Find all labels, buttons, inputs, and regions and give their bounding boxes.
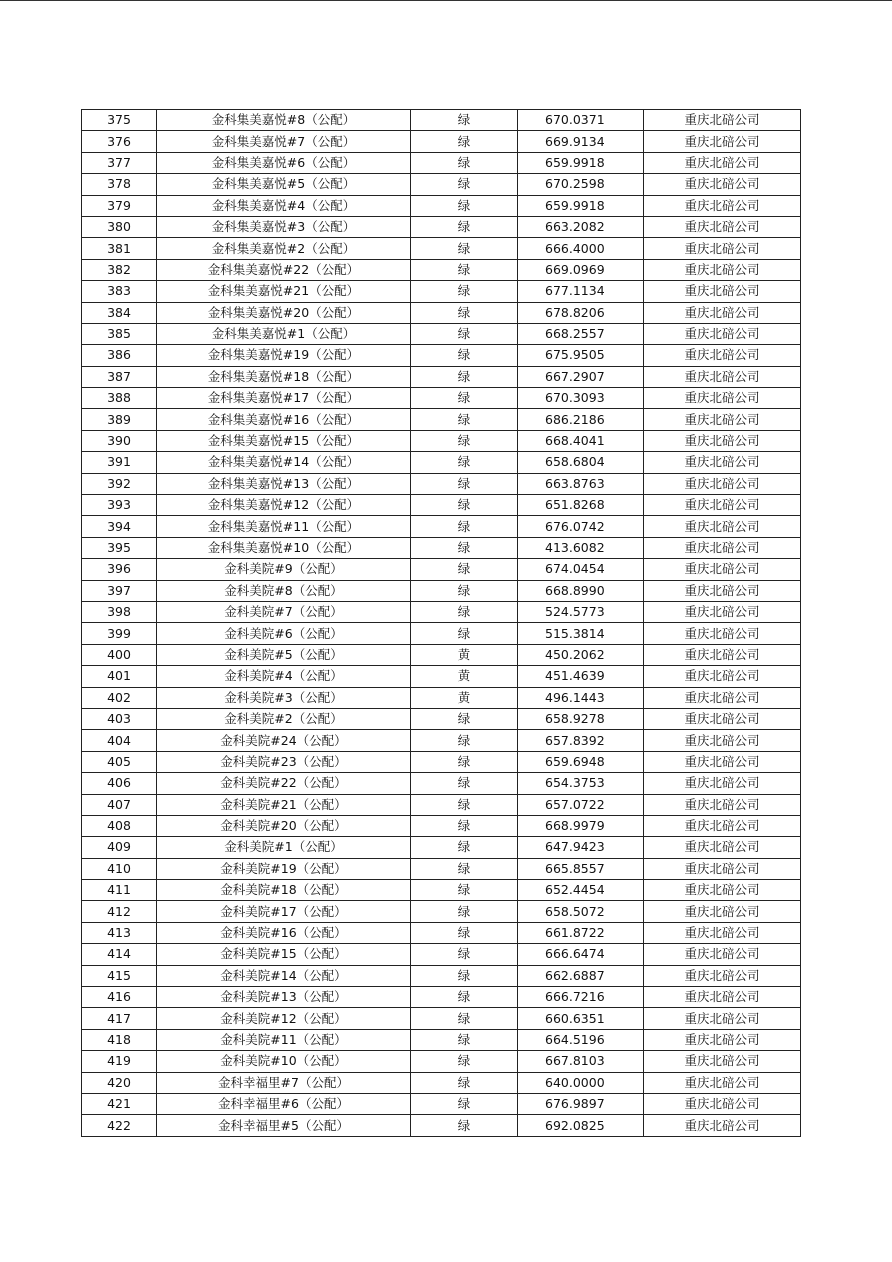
value-cell: 664.5196 <box>518 1029 644 1050</box>
table-row <box>82 495 801 516</box>
value-cell: 667.8103 <box>518 1051 644 1072</box>
station-name-cell: 金科美院#4（公配） <box>157 666 411 687</box>
value-cell: 670.0371 <box>518 110 644 131</box>
table-row <box>82 152 801 173</box>
value-cell: 668.2557 <box>518 323 644 344</box>
row-number-cell: 382 <box>82 259 157 280</box>
station-name-cell: 金科美院#16（公配） <box>157 922 411 943</box>
row-number-cell: 386 <box>82 345 157 366</box>
station-name-cell: 金科美院#9（公配） <box>157 559 411 580</box>
station-name-cell: 金科集美嘉悦#20（公配） <box>157 302 411 323</box>
status-color-cell: 绿 <box>411 773 518 794</box>
company-cell: 重庆北碚公司 <box>644 302 801 323</box>
station-name-cell: 金科美院#14（公配） <box>157 965 411 986</box>
row-number-cell: 417 <box>82 1008 157 1029</box>
status-color-cell: 绿 <box>411 623 518 644</box>
table-row <box>82 1093 801 1114</box>
table-row <box>82 195 801 216</box>
row-number-cell: 412 <box>82 901 157 922</box>
company-cell: 重庆北碚公司 <box>644 1093 801 1114</box>
company-cell: 重庆北碚公司 <box>644 666 801 687</box>
row-number-cell: 399 <box>82 623 157 644</box>
value-cell: 666.7216 <box>518 987 644 1008</box>
table-body <box>82 110 801 1137</box>
table-row <box>82 1115 801 1136</box>
value-cell: 676.0742 <box>518 516 644 537</box>
value-cell: 677.1134 <box>518 281 644 302</box>
value-cell: 657.8392 <box>518 730 644 751</box>
value-cell: 658.5072 <box>518 901 644 922</box>
status-color-cell: 绿 <box>411 366 518 387</box>
table-row <box>82 987 801 1008</box>
station-name-cell: 金科集美嘉悦#6（公配） <box>157 152 411 173</box>
company-cell: 重庆北碚公司 <box>644 751 801 772</box>
company-cell: 重庆北碚公司 <box>644 516 801 537</box>
value-cell: 675.9505 <box>518 345 644 366</box>
row-number-cell: 383 <box>82 281 157 302</box>
company-cell: 重庆北碚公司 <box>644 1115 801 1136</box>
station-name-cell: 金科集美嘉悦#16（公配） <box>157 409 411 430</box>
company-cell: 重庆北碚公司 <box>644 110 801 131</box>
value-cell: 658.6804 <box>518 452 644 473</box>
table-row <box>82 1051 801 1072</box>
table-row <box>82 944 801 965</box>
table-row <box>82 259 801 280</box>
value-cell: 692.0825 <box>518 1115 644 1136</box>
value-cell: 669.9134 <box>518 131 644 152</box>
status-color-cell: 绿 <box>411 516 518 537</box>
row-number-cell: 380 <box>82 216 157 237</box>
company-cell: 重庆北碚公司 <box>644 259 801 280</box>
status-color-cell: 绿 <box>411 238 518 259</box>
status-color-cell: 绿 <box>411 110 518 131</box>
company-cell: 重庆北碚公司 <box>644 238 801 259</box>
status-color-cell: 绿 <box>411 815 518 836</box>
company-cell: 重庆北碚公司 <box>644 495 801 516</box>
table-row <box>82 238 801 259</box>
company-cell: 重庆北碚公司 <box>644 644 801 665</box>
value-cell: 668.9979 <box>518 815 644 836</box>
table-row <box>82 965 801 986</box>
company-cell: 重庆北碚公司 <box>644 880 801 901</box>
status-color-cell: 绿 <box>411 1093 518 1114</box>
company-cell: 重庆北碚公司 <box>644 473 801 494</box>
status-color-cell: 绿 <box>411 580 518 601</box>
company-cell: 重庆北碚公司 <box>644 901 801 922</box>
station-name-cell: 金科美院#18（公配） <box>157 880 411 901</box>
company-cell: 重庆北碚公司 <box>644 323 801 344</box>
station-name-cell: 金科美院#13（公配） <box>157 987 411 1008</box>
status-color-cell: 绿 <box>411 281 518 302</box>
table-row <box>82 901 801 922</box>
station-name-cell: 金科集美嘉悦#11（公配） <box>157 516 411 537</box>
table-row <box>82 131 801 152</box>
station-name-cell: 金科集美嘉悦#5（公配） <box>157 174 411 195</box>
status-color-cell: 绿 <box>411 922 518 943</box>
station-name-cell: 金科美院#23（公配） <box>157 751 411 772</box>
station-name-cell: 金科美院#24（公配） <box>157 730 411 751</box>
status-color-cell: 绿 <box>411 1029 518 1050</box>
company-cell: 重庆北碚公司 <box>644 1072 801 1093</box>
row-number-cell: 413 <box>82 922 157 943</box>
value-cell: 660.6351 <box>518 1008 644 1029</box>
station-name-cell: 金科美院#10（公配） <box>157 1051 411 1072</box>
value-cell: 451.4639 <box>518 666 644 687</box>
table-row <box>82 837 801 858</box>
value-cell: 678.8206 <box>518 302 644 323</box>
table-row <box>82 430 801 451</box>
station-name-cell: 金科美院#20（公配） <box>157 815 411 836</box>
station-name-cell: 金科幸福里#7（公配） <box>157 1072 411 1093</box>
status-color-cell: 绿 <box>411 174 518 195</box>
status-color-cell: 绿 <box>411 409 518 430</box>
value-cell: 661.8722 <box>518 922 644 943</box>
status-color-cell: 绿 <box>411 430 518 451</box>
row-number-cell: 420 <box>82 1072 157 1093</box>
row-number-cell: 397 <box>82 580 157 601</box>
row-number-cell: 403 <box>82 708 157 729</box>
value-cell: 663.8763 <box>518 473 644 494</box>
status-color-cell: 绿 <box>411 1051 518 1072</box>
row-number-cell: 375 <box>82 110 157 131</box>
value-cell: 652.4454 <box>518 880 644 901</box>
status-color-cell: 绿 <box>411 452 518 473</box>
station-name-cell: 金科美院#12（公配） <box>157 1008 411 1029</box>
status-color-cell: 绿 <box>411 858 518 879</box>
station-name-cell: 金科集美嘉悦#2（公配） <box>157 238 411 259</box>
company-cell: 重庆北碚公司 <box>644 944 801 965</box>
table-row <box>82 302 801 323</box>
row-number-cell: 414 <box>82 944 157 965</box>
company-cell: 重庆北碚公司 <box>644 281 801 302</box>
row-number-cell: 401 <box>82 666 157 687</box>
company-cell: 重庆北碚公司 <box>644 345 801 366</box>
table-row <box>82 730 801 751</box>
status-color-cell: 绿 <box>411 495 518 516</box>
table-row <box>82 409 801 430</box>
company-cell: 重庆北碚公司 <box>644 837 801 858</box>
value-cell: 670.3093 <box>518 388 644 409</box>
company-cell: 重庆北碚公司 <box>644 922 801 943</box>
status-color-cell: 绿 <box>411 1072 518 1093</box>
value-cell: 686.2186 <box>518 409 644 430</box>
row-number-cell: 396 <box>82 559 157 580</box>
row-number-cell: 381 <box>82 238 157 259</box>
station-name-cell: 金科集美嘉悦#1（公配） <box>157 323 411 344</box>
table-row <box>82 537 801 558</box>
value-cell: 659.6948 <box>518 751 644 772</box>
table-row <box>82 815 801 836</box>
value-cell: 450.2062 <box>518 644 644 665</box>
station-name-cell: 金科美院#3（公配） <box>157 687 411 708</box>
company-cell: 重庆北碚公司 <box>644 965 801 986</box>
company-cell: 重庆北碚公司 <box>644 1008 801 1029</box>
value-cell: 640.0000 <box>518 1072 644 1093</box>
company-cell: 重庆北碚公司 <box>644 1029 801 1050</box>
row-number-cell: 395 <box>82 537 157 558</box>
status-color-cell: 绿 <box>411 388 518 409</box>
value-cell: 651.8268 <box>518 495 644 516</box>
company-cell: 重庆北碚公司 <box>644 537 801 558</box>
company-cell: 重庆北碚公司 <box>644 195 801 216</box>
row-number-cell: 411 <box>82 880 157 901</box>
table-row <box>82 473 801 494</box>
station-name-cell: 金科美院#6（公配） <box>157 623 411 644</box>
table-row <box>82 687 801 708</box>
status-color-cell: 绿 <box>411 345 518 366</box>
station-name-cell: 金科集美嘉悦#7（公配） <box>157 131 411 152</box>
row-number-cell: 385 <box>82 323 157 344</box>
station-name-cell: 金科美院#17（公配） <box>157 901 411 922</box>
value-cell: 647.9423 <box>518 837 644 858</box>
table-row <box>82 323 801 344</box>
status-color-cell: 绿 <box>411 837 518 858</box>
table-row <box>82 1008 801 1029</box>
status-color-cell: 黄 <box>411 666 518 687</box>
company-cell: 重庆北碚公司 <box>644 858 801 879</box>
table-row <box>82 174 801 195</box>
value-cell: 654.3753 <box>518 773 644 794</box>
table-row <box>82 281 801 302</box>
status-color-cell: 绿 <box>411 473 518 494</box>
status-color-cell: 绿 <box>411 944 518 965</box>
value-cell: 670.2598 <box>518 174 644 195</box>
company-cell: 重庆北碚公司 <box>644 174 801 195</box>
status-color-cell: 绿 <box>411 152 518 173</box>
row-number-cell: 418 <box>82 1029 157 1050</box>
company-cell: 重庆北碚公司 <box>644 430 801 451</box>
status-color-cell: 绿 <box>411 323 518 344</box>
table-row <box>82 751 801 772</box>
row-number-cell: 405 <box>82 751 157 772</box>
station-name-cell: 金科集美嘉悦#4（公配） <box>157 195 411 216</box>
row-number-cell: 406 <box>82 773 157 794</box>
row-number-cell: 402 <box>82 687 157 708</box>
row-number-cell: 407 <box>82 794 157 815</box>
row-number-cell: 384 <box>82 302 157 323</box>
status-color-cell: 绿 <box>411 880 518 901</box>
row-number-cell: 422 <box>82 1115 157 1136</box>
company-cell: 重庆北碚公司 <box>644 601 801 622</box>
station-name-cell: 金科集美嘉悦#18（公配） <box>157 366 411 387</box>
status-color-cell: 绿 <box>411 1115 518 1136</box>
status-color-cell: 绿 <box>411 195 518 216</box>
status-color-cell: 绿 <box>411 216 518 237</box>
row-number-cell: 379 <box>82 195 157 216</box>
company-cell: 重庆北碚公司 <box>644 773 801 794</box>
station-name-cell: 金科幸福里#5（公配） <box>157 1115 411 1136</box>
value-cell: 659.9918 <box>518 195 644 216</box>
table-row <box>82 666 801 687</box>
value-cell: 524.5773 <box>518 601 644 622</box>
company-cell: 重庆北碚公司 <box>644 388 801 409</box>
value-cell: 657.0722 <box>518 794 644 815</box>
row-number-cell: 393 <box>82 495 157 516</box>
company-cell: 重庆北碚公司 <box>644 559 801 580</box>
status-color-cell: 绿 <box>411 559 518 580</box>
status-color-cell: 绿 <box>411 965 518 986</box>
table-row <box>82 516 801 537</box>
row-number-cell: 398 <box>82 601 157 622</box>
station-name-cell: 金科集美嘉悦#21（公配） <box>157 281 411 302</box>
status-color-cell: 绿 <box>411 302 518 323</box>
row-number-cell: 378 <box>82 174 157 195</box>
table-row <box>82 110 801 131</box>
table-row <box>82 580 801 601</box>
data-table <box>81 109 801 1137</box>
station-name-cell: 金科集美嘉悦#14（公配） <box>157 452 411 473</box>
status-color-cell: 黄 <box>411 644 518 665</box>
value-cell: 666.4000 <box>518 238 644 259</box>
status-color-cell: 绿 <box>411 730 518 751</box>
station-name-cell: 金科集美嘉悦#22（公配） <box>157 259 411 280</box>
value-cell: 659.9918 <box>518 152 644 173</box>
row-number-cell: 391 <box>82 452 157 473</box>
value-cell: 662.6887 <box>518 965 644 986</box>
table-row <box>82 708 801 729</box>
status-color-cell: 绿 <box>411 751 518 772</box>
station-name-cell: 金科美院#21（公配） <box>157 794 411 815</box>
station-name-cell: 金科美院#11（公配） <box>157 1029 411 1050</box>
company-cell: 重庆北碚公司 <box>644 987 801 1008</box>
station-name-cell: 金科集美嘉悦#13（公配） <box>157 473 411 494</box>
table-row <box>82 880 801 901</box>
company-cell: 重庆北碚公司 <box>644 131 801 152</box>
table-row <box>82 644 801 665</box>
station-name-cell: 金科集美嘉悦#19（公配） <box>157 345 411 366</box>
station-name-cell: 金科幸福里#6（公配） <box>157 1093 411 1114</box>
value-cell: 496.1443 <box>518 687 644 708</box>
table-row <box>82 601 801 622</box>
value-cell: 515.3814 <box>518 623 644 644</box>
value-cell: 658.9278 <box>518 708 644 729</box>
table-row <box>82 794 801 815</box>
value-cell: 668.8990 <box>518 580 644 601</box>
table-row <box>82 216 801 237</box>
company-cell: 重庆北碚公司 <box>644 409 801 430</box>
row-number-cell: 400 <box>82 644 157 665</box>
row-number-cell: 415 <box>82 965 157 986</box>
station-name-cell: 金科集美嘉悦#8（公配） <box>157 110 411 131</box>
table-row <box>82 452 801 473</box>
row-number-cell: 410 <box>82 858 157 879</box>
row-number-cell: 421 <box>82 1093 157 1114</box>
value-cell: 668.4041 <box>518 430 644 451</box>
status-color-cell: 绿 <box>411 259 518 280</box>
station-name-cell: 金科集美嘉悦#15（公配） <box>157 430 411 451</box>
value-cell: 674.0454 <box>518 559 644 580</box>
company-cell: 重庆北碚公司 <box>644 452 801 473</box>
company-cell: 重庆北碚公司 <box>644 730 801 751</box>
row-number-cell: 377 <box>82 152 157 173</box>
row-number-cell: 404 <box>82 730 157 751</box>
value-cell: 413.6082 <box>518 537 644 558</box>
row-number-cell: 387 <box>82 366 157 387</box>
row-number-cell: 394 <box>82 516 157 537</box>
table-row <box>82 623 801 644</box>
value-cell: 667.2907 <box>518 366 644 387</box>
value-cell: 665.8557 <box>518 858 644 879</box>
table-row <box>82 559 801 580</box>
table-row <box>82 773 801 794</box>
table-row <box>82 922 801 943</box>
status-color-cell: 绿 <box>411 601 518 622</box>
company-cell: 重庆北碚公司 <box>644 623 801 644</box>
row-number-cell: 408 <box>82 815 157 836</box>
station-name-cell: 金科集美嘉悦#17（公配） <box>157 388 411 409</box>
row-number-cell: 392 <box>82 473 157 494</box>
company-cell: 重庆北碚公司 <box>644 1051 801 1072</box>
station-name-cell: 金科美院#7（公配） <box>157 601 411 622</box>
row-number-cell: 409 <box>82 837 157 858</box>
status-color-cell: 绿 <box>411 708 518 729</box>
station-name-cell: 金科集美嘉悦#10（公配） <box>157 537 411 558</box>
station-name-cell: 金科美院#5（公配） <box>157 644 411 665</box>
company-cell: 重庆北碚公司 <box>644 708 801 729</box>
row-number-cell: 389 <box>82 409 157 430</box>
value-cell: 666.6474 <box>518 944 644 965</box>
table-row <box>82 366 801 387</box>
row-number-cell: 376 <box>82 131 157 152</box>
row-number-cell: 419 <box>82 1051 157 1072</box>
row-number-cell: 390 <box>82 430 157 451</box>
row-number-cell: 388 <box>82 388 157 409</box>
station-name-cell: 金科美院#15（公配） <box>157 944 411 965</box>
row-number-cell: 416 <box>82 987 157 1008</box>
station-name-cell: 金科美院#19（公配） <box>157 858 411 879</box>
company-cell: 重庆北碚公司 <box>644 580 801 601</box>
status-color-cell: 绿 <box>411 987 518 1008</box>
company-cell: 重庆北碚公司 <box>644 794 801 815</box>
table-row <box>82 345 801 366</box>
table-row <box>82 858 801 879</box>
station-name-cell: 金科美院#22（公配） <box>157 773 411 794</box>
status-color-cell: 黄 <box>411 687 518 708</box>
station-name-cell: 金科美院#8（公配） <box>157 580 411 601</box>
station-name-cell: 金科美院#1（公配） <box>157 837 411 858</box>
table-row <box>82 388 801 409</box>
table-row <box>82 1029 801 1050</box>
status-color-cell: 绿 <box>411 131 518 152</box>
station-name-cell: 金科美院#2（公配） <box>157 708 411 729</box>
station-name-cell: 金科集美嘉悦#3（公配） <box>157 216 411 237</box>
company-cell: 重庆北碚公司 <box>644 687 801 708</box>
company-cell: 重庆北碚公司 <box>644 366 801 387</box>
table-row <box>82 1072 801 1093</box>
value-cell: 676.9897 <box>518 1093 644 1114</box>
company-cell: 重庆北碚公司 <box>644 216 801 237</box>
value-cell: 669.0969 <box>518 259 644 280</box>
status-color-cell: 绿 <box>411 794 518 815</box>
station-name-cell: 金科集美嘉悦#12（公配） <box>157 495 411 516</box>
status-color-cell: 绿 <box>411 901 518 922</box>
value-cell: 663.2082 <box>518 216 644 237</box>
status-color-cell: 绿 <box>411 537 518 558</box>
status-color-cell: 绿 <box>411 1008 518 1029</box>
company-cell: 重庆北碚公司 <box>644 152 801 173</box>
company-cell: 重庆北碚公司 <box>644 815 801 836</box>
